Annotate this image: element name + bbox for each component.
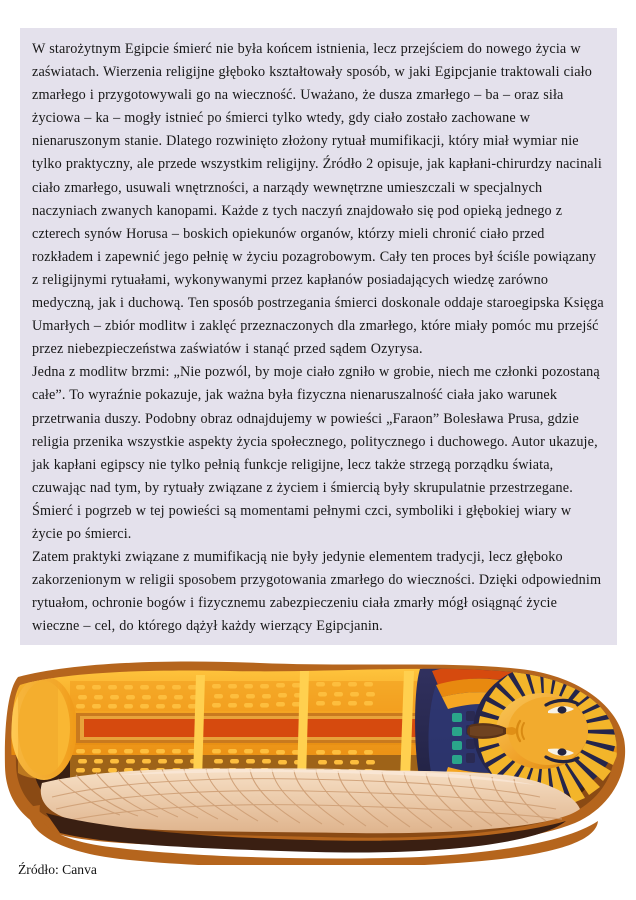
essay-paragraph-1: W starożytnym Egipcie śmierć nie była końcem istnienia, lecz przejściem do nowego życia w zaświatach. Wierzenia religijne głęboko kształtowały sposób, w jaki Egipcjanie traktowali ciało zmarłego i przygotowywali go na wieczność. Uważano, że dusza zmarłego – ba – oraz siła życiowa – ka – mogły istnieć po śmierci tylko wtedy, gdy ciało zostało zachowane w nienaruszonym stanie. Dlatego rozwinięto złożony rytuał mumifikacji, który miał wymiar nie tylko praktyczny, ale przede wszystkim religijny. Źródło 2 opisuje, jak kapłani-chirurdzy nacinali ciało zmarłego, usuwali wnętrzności, a narządy wewnętrzne umieszczali w specjalnych naczyniach zwanych kanopami. Każde z tych naczyń znajdowało się pod opieką jednego z czterech synów Horusa – boskich opiekunów organów, którzy mieli chronić ciało przed rozkładem i zapewnić jego pełnię w życiu pozagrobowym. Cały ten proces był ściśle powiązany z religijnymi rytuałami, wykonywanymi przez kapłanów posiadających wiedzę zarówno medyczną, jak i duchową. Ten sposób postrzegania śmierci doskonale oddaje staroegipska Księga Umarłych – zbiór modlitw i zaklęć przeznaczonych dla zmarłego, które miały pomóc mu przejść przez niebezpieczeństwa zaświatów i stanąć przed sądem Ozyrysa. [32,41,604,358]
essay-paragraph-2: Jedna z modlitw brzmi: „Nie pozwól, by moje ciało zgniło w grobie, niech me członki pozostaną całe”. To wyraźnie pokazuje, jak ważna była fizyczna nienaruszalność ciała jako warunek przetrwania duszy. Podobny obraz odnajdujemy w powieści „Faraon” Bolesława Prusa, gdzie religia przenika wszystkie aspekty życia społecznego, politycznego i duchowego. Autor ukazuje, jak kapłani egipscy nie tylko pełnią funkcje religijne, lecz także strzegą porządku świata, czuwając nad tym, by rytuały związane z życiem i śmiercią były skrupulatnie przestrzegane. Śmierć i pogrzeb w tej powieści są momentami pełnymi czci, symboliki i głębokiej wiary w życie po śmierci. [32,364,600,542]
figure-caption: Źródło: Canva [18,862,97,877]
sarcophagus-illustration [0,655,636,865]
lid-pattern-upper [70,681,460,711]
essay-paragraph-3: Zatem praktyki związane z mumifikacją nie były jedynie elementem tradycji, lecz głęboko zakorzenionym w religii sposobem przygotowania zmarłego do wieczności. Dzięki odpowiednim rytuałom, ochronie bogów i fizycznemu zabezpieczeniu ciała zmarły mógł osiągnąć życie wieczne – cel, do którego dążył każdy wierzący Egipcjanin. [32,549,602,635]
essay-text-block [20,28,617,645]
